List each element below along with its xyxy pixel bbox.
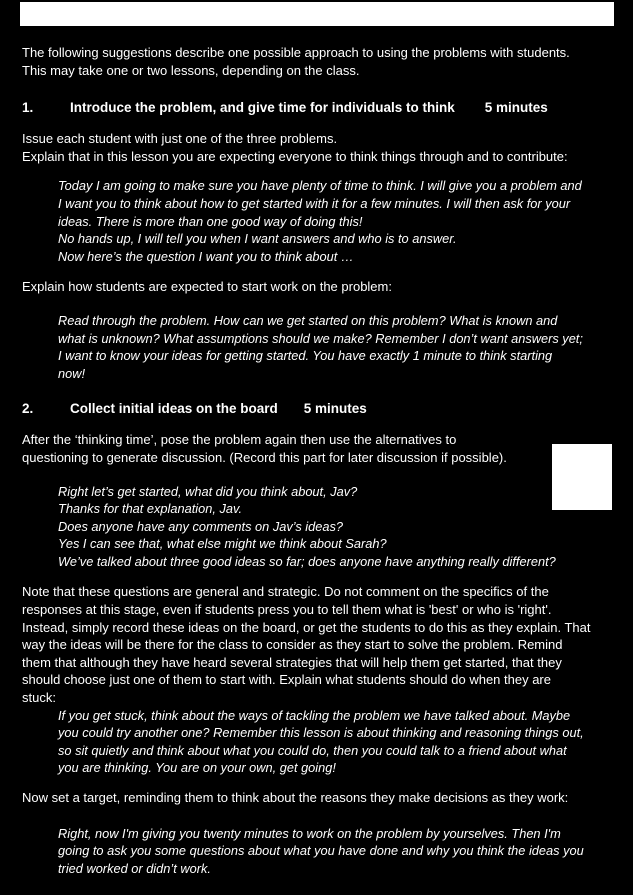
header-blank-bar — [20, 2, 614, 26]
paragraph-line: should choose just one of them to start with. Explain what students should do when they are — [22, 672, 551, 688]
quote-line: going to ask you some questions about what you have done and why you think the ideas you — [58, 843, 584, 859]
paragraph-line: Note that these questions are general and strategic. Do not comment on the specifics of the — [22, 584, 549, 600]
quote-line: I want you to think about how to get started with it for a few minutes. I will then ask for your — [58, 195, 571, 211]
section-2-quote-3 — [58, 825, 614, 878]
section-1-para-1-line-1: Issue each student with just one of the three problems. — [22, 131, 338, 147]
section-1-title: Introduce the problem, and give time for individuals to think — [70, 100, 455, 116]
section-2-para-2 — [22, 583, 614, 706]
quote-line: tried worked or didn’t work. — [58, 860, 211, 876]
quote-line: Today I am going to make sure you have plenty of time to think. I will give you a problem and — [58, 178, 582, 194]
quote-line: I want to know your ideas for getting started. You have exactly 1 minute to think starting — [58, 348, 553, 364]
section-1-duration: 5 minutes — [484, 100, 548, 116]
section-2-quote-1 — [58, 483, 614, 571]
quote-line: you are thinking. You are on your own, get going! — [58, 760, 336, 776]
intro-line-2: This may take one or two lessons, depending on the class. — [22, 62, 360, 78]
document-body — [22, 44, 614, 877]
quote-line: We’ve talked about three good ideas so far; does anyone have anything really different? — [58, 553, 556, 569]
quote-line: Thanks for that explanation, Jav. — [58, 501, 242, 517]
paragraph-line: stuck: — [22, 690, 56, 706]
section-2-quote-2 — [58, 707, 614, 777]
quote-line: Right, now I'm giving you twenty minutes to work on the problem by yourselves. Then I'm — [58, 825, 561, 841]
section-2-para-1-line-1: After the ‘thinking time’, pose the problem again then use the alternatives to — [22, 432, 457, 448]
section-2-para-3: Now set a target, reminding them to think about the reasons they make decisions as they work: — [22, 790, 569, 805]
quote-line: Read through the problem. How can we get started on this problem? What is known and — [58, 312, 558, 328]
paragraph-line: way the ideas will be there for the class to consider as they start to solve the problem. Remind — [22, 637, 563, 653]
paragraph-line: responses at this stage, even if students press you to tell them what is 'best' or who is 'right'. — [22, 602, 552, 618]
intro-line-1: The following suggestions describe one possible approach to using the problems with students. — [22, 45, 570, 60]
quote-line: ideas. There is more than one good way of doing this! — [58, 213, 363, 229]
quote-line: No hands up, I will tell you when I want answers and who is to answer. — [58, 231, 457, 247]
quote-line: Does anyone have any comments on Jav’s ideas? — [58, 518, 344, 534]
quote-line: so sit quietly and think about what you could do, then you could talk to a friend about what — [58, 742, 567, 758]
quote-line: Now here’s the question I want you to think about … — [58, 248, 354, 264]
section-1-quote-2 — [58, 312, 614, 382]
section-2-para-1-line-2: questioning to generate discussion. (Record this part for later discussion if possible). — [22, 449, 507, 465]
section-1-quote-1 — [58, 177, 614, 265]
paragraph-line: them that although they have heard several strategies that will help them get started, that they — [22, 654, 562, 670]
quote-line: If you get stuck, think about the ways of tackling the problem we have talked about. Maybe — [58, 707, 571, 723]
section-2-duration: 5 minutes — [303, 401, 367, 417]
quote-line: now! — [58, 365, 86, 381]
section-2-title: Collect initial ideas on the board — [70, 401, 278, 417]
quote-line: what is unknown? What assumptions should we make? Remember I don’t want answers yet; — [58, 330, 583, 346]
section-1-para-2: Explain how students are expected to start work on the problem: — [22, 279, 392, 295]
section-1-heading — [22, 99, 614, 117]
quote-line: Right let’s get started, what did you think about, Jav? — [58, 483, 358, 499]
quote-line: you could try another one? Remember this lesson is about thinking and reasoning things out, — [58, 725, 584, 741]
section-1-para-1-line-2: Explain that in this lesson you are expecting everyone to think things through and to contribute: — [22, 148, 568, 164]
section-2-heading — [22, 400, 614, 418]
quote-line: Yes I can see that, what else might we think about Sarah? — [58, 536, 387, 552]
section-2-number: 2. — [22, 401, 34, 417]
section-1-number: 1. — [22, 100, 34, 116]
paragraph-line: Instead, simply record these ideas on the board, or get the students to do this as they explain. That — [22, 619, 591, 635]
